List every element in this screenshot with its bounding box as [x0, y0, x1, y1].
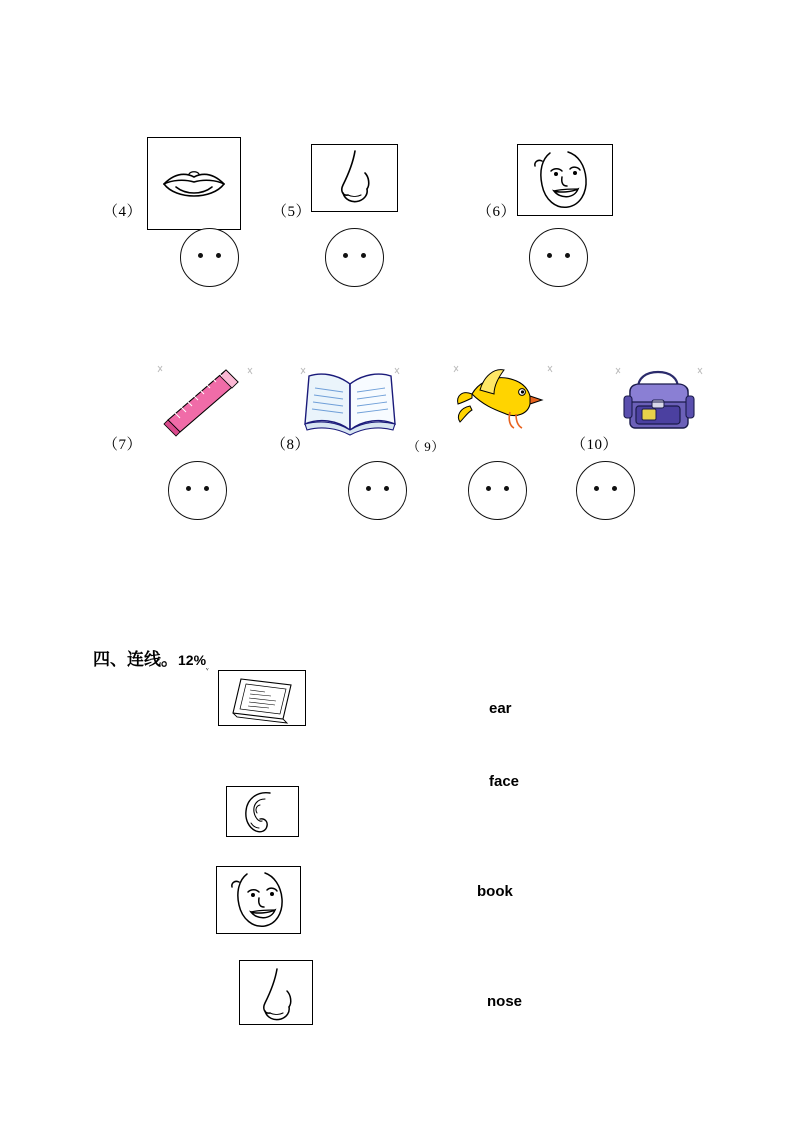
match-word-face[interactable]: face [489, 773, 520, 790]
item-number-8: （8） [271, 437, 311, 453]
eye-dot-left [547, 253, 552, 258]
ear-picture[interactable] [226, 786, 299, 837]
item-number-4: （4） [103, 204, 143, 220]
eye-dot-left [198, 253, 203, 258]
purple-schoolbag-picture [612, 362, 706, 438]
eye-dot-left [486, 486, 491, 491]
pink-ruler-picture [152, 362, 256, 438]
eye-dot-right [361, 253, 366, 258]
nose-picture[interactable] [239, 960, 313, 1025]
blank-face-circle-6[interactable] [529, 228, 588, 287]
yellow-bird-picture [450, 360, 556, 438]
face-picture[interactable] [216, 866, 301, 934]
section-four-heading [93, 645, 209, 671]
smiling-face-picture-6 [517, 144, 613, 216]
eye-dot-right [204, 486, 209, 491]
item-number-5: （5） [272, 204, 312, 220]
section-four-score: 12% [178, 652, 207, 668]
eye-dot-right [612, 486, 617, 491]
blank-face-circle-5[interactable] [325, 228, 384, 287]
eye-dot-left [186, 486, 191, 491]
match-word-nose[interactable]: nose [487, 993, 523, 1010]
eye-dot-left [366, 486, 371, 491]
blank-face-circle-9[interactable] [468, 461, 527, 520]
eye-dot-right [216, 253, 221, 258]
item-number-9: （ 9） [407, 439, 445, 454]
eye-dot-right [504, 486, 509, 491]
blank-face-circle-8[interactable] [348, 461, 407, 520]
item-number-6: （6） [477, 204, 517, 220]
eye-dot-right [565, 253, 570, 258]
blank-face-circle-4[interactable] [180, 228, 239, 287]
blank-face-circle-10[interactable] [576, 461, 635, 520]
nose-picture-5 [311, 144, 398, 212]
section-four-tail: ᵥ [206, 661, 209, 672]
match-word-book[interactable]: book [477, 883, 513, 900]
item-number-7: （7） [103, 437, 143, 453]
match-word-ear[interactable]: ear [489, 700, 512, 717]
eye-dot-right [384, 486, 389, 491]
book-page-picture[interactable] [218, 670, 306, 726]
open-book-picture [297, 362, 403, 438]
item-number-10: （10） [571, 437, 619, 453]
eye-dot-left [343, 253, 348, 258]
eye-dot-left [594, 486, 599, 491]
lips-mouth-picture [147, 137, 241, 230]
blank-face-circle-7[interactable] [168, 461, 227, 520]
section-four-title: 四、连线。 [93, 650, 178, 669]
